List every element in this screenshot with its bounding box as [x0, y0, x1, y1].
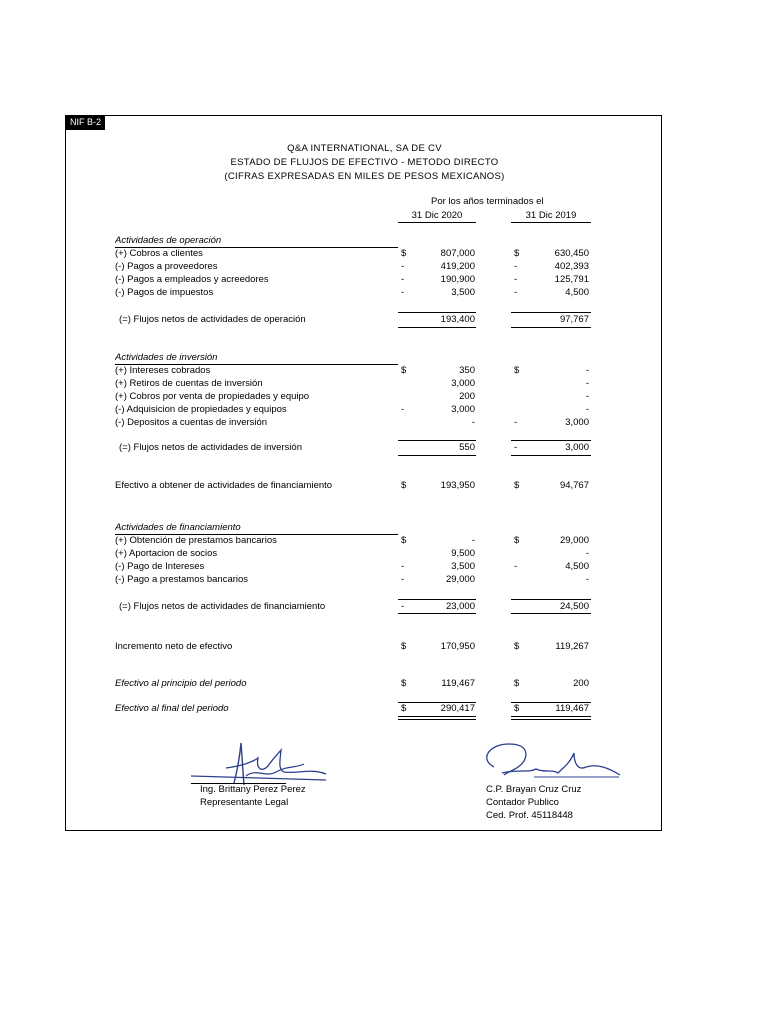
signer-right-role: Contador Publico: [486, 797, 559, 808]
column-2019-underline: [511, 222, 591, 223]
subtotal-line: [511, 312, 591, 313]
period-caption: Por los años terminados el: [431, 196, 544, 207]
signature-right: [474, 739, 624, 784]
signer-left-role: Representante Legal: [200, 797, 289, 808]
signer-right-name: C.P. Brayan Cruz Cruz: [486, 784, 582, 795]
statement-title: ESTADO DE FLUJOS DE EFECTIVO - METODO DIRECTO: [230, 157, 499, 168]
statement-frame: NIF B-2 Q&A INTERNATIONAL, SA DE CV ESTADO DE FLUJOS DE EFECTIVO - METODO DIRECTO (CIFRAS EXPRESADAS EN MILES DE PESOS MEXICANOS) Por los años terminados el 31 Dic 2020 31 Dic 2019 Actividades de operación (+) Cobros a clientes $ 807,000 $ 630,450 (-) Pagos a proveedores - 419,200 - 402,393 (-) Pagos a empleados y acreedores - 190,900 - 125,791 (-) Pagos de impuestos - 3,500 - 4,500 (=) Flujos netos de actividades de operación 193,400 97,767 Actividades de inversión (+) Intereses cobrados $ 350 $ - (+) Retiros de cuentas de inversión 3,000 - (+) Cobros por venta de propiedades y equipo 200 - (-) Adquisicion de propiedades y equipos - 3,000 - (-) Depositos a cuentas de inversión - - 3,000 (=) Flujos netos de actividades de inversión 550 - 3,000 Efectivo a obtener de actividades de financiamiento $ 193,950 $ 94,767 Actividades de financiamiento (+) Obtención de prestamos bancarios $ - $ 29,000 (+) Aportacion de socios 9,500 - (-) Pago de Intereses - 3,500 - 4,500 (-) Pago a prestamos bancarios - 29,000 - (=) Flujos netos de actividades de financiamiento - 23,000 24,500 Incremento neto de efectivo $ 170,950 $ 119,267 Efectivo al principio del periodo $ 119,467 $ 200 Efectivo al final del periodo $ 290,417 $ 119,467 Ing. Brittany Perez Perez Representante Legal C.P. Brayan Cruz Cruz Contador Publico Ced. Prof. 45118448: [65, 115, 662, 831]
double-underline: [511, 716, 591, 720]
total-line: [398, 613, 476, 614]
column-2020-underline: [398, 222, 476, 223]
subtotal-line: [398, 599, 476, 600]
column-2019-header: 31 Dic 2019: [525, 210, 577, 221]
section-title-financiamiento: Actividades de financiamiento: [115, 522, 241, 533]
total-line: [511, 327, 591, 328]
total-line: [511, 613, 591, 614]
total-line: [398, 455, 476, 456]
subtotal-line: [398, 312, 476, 313]
company-name: Q&A INTERNATIONAL, SA DE CV: [287, 143, 442, 154]
statement-units: (CIFRAS EXPRESADAS EN MILES DE PESOS MEXICANOS): [224, 171, 505, 182]
nif-tag: NIF B-2: [66, 116, 105, 130]
section-title-operacion: Actividades de operación: [115, 235, 222, 246]
signer-right-license: Ced. Prof. 45118448: [486, 810, 573, 821]
double-underline: [398, 716, 476, 720]
total-line: [398, 327, 476, 328]
subtotal-line: [398, 440, 476, 441]
column-2020-header: 31 Dic 2020: [411, 210, 463, 221]
total-line: [511, 455, 591, 456]
subtotal-line: [511, 440, 591, 441]
signer-left-name: Ing. Brittany Perez Perez: [200, 784, 306, 795]
signature-left: [186, 738, 336, 788]
section-title-inversion: Actividades de inversión: [115, 352, 218, 363]
subtotal-line: [511, 599, 591, 600]
